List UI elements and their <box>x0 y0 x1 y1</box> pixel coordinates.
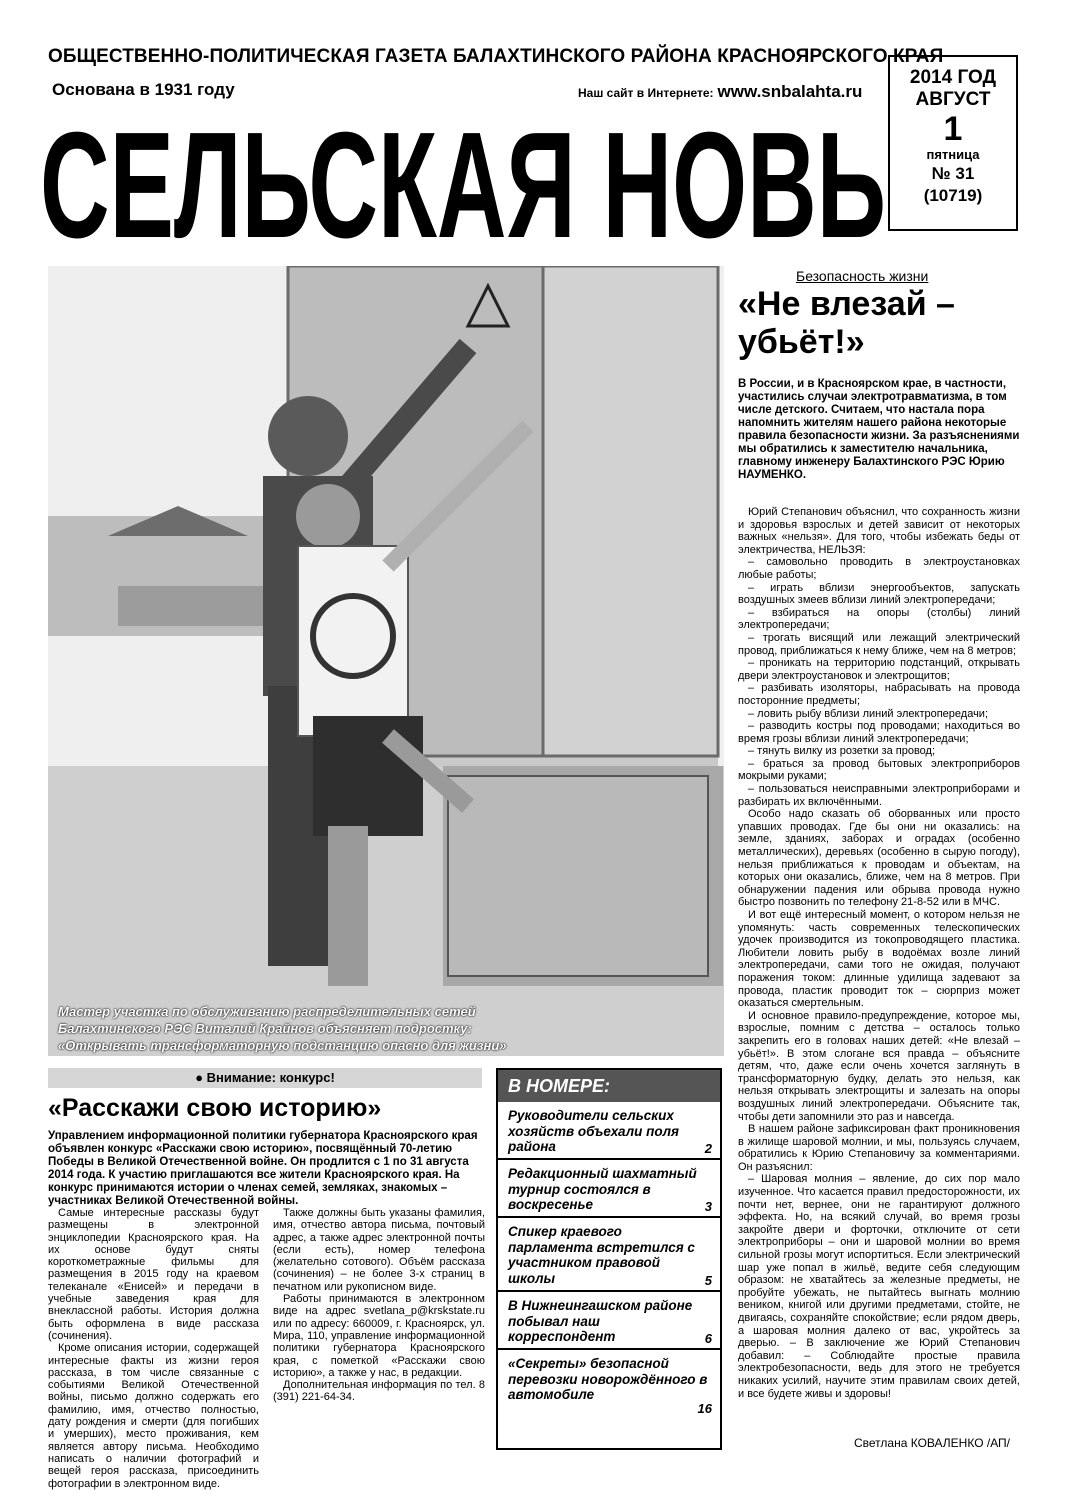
issue-month: АВГУСТ <box>915 89 991 110</box>
issue-total-number: (10719) <box>923 186 983 205</box>
article-paragraph: – взбираться на опоры (столбы) линий электропередачи; <box>738 606 1020 632</box>
toc-item-page: 16 <box>697 1400 712 1416</box>
toc-item-page: 6 <box>704 1330 712 1346</box>
in-this-issue-box <box>496 1068 722 1450</box>
toc-item[interactable] <box>498 1292 720 1350</box>
issue-number: № 31 <box>931 164 975 183</box>
article-paragraph: Юрий Степанович объяснил, что сохранность жизни и здоровья взрослых и детей зависит от некоторых важных «нельзя». Для того, чтобы избежать беды от электричества, НЕЛЬЗЯ: <box>738 506 1020 556</box>
article-paragraph: И основное правило-предупреждение, которое мы, взрослые, помним с детства – осталось только закрепить его в головах наших детей: «Не влезай – убьёт!». В этом слогане вся правда – объясните детям, что, даже если очень хочется заглянуть в трансформаторную будку, делать это нельзя, как нельзя открывать электрощиты и залезать на опоры воздушных линий электропередачи. Объясните так, чтобы дети запомнили это раз и навсегда. <box>738 1009 1020 1123</box>
article-paragraph: – играть вблизи энергообъектов, запускать воздушных змеев вблизи линий электропередачи; <box>738 581 1020 607</box>
photo-illustration <box>48 266 724 1056</box>
toc-item-page: 3 <box>704 1198 712 1214</box>
website-link[interactable]: www.snbalahta.ru <box>717 82 863 101</box>
article-paragraph: – разбивать изоляторы, набрасывать на провода посторонние предметы; <box>738 682 1020 707</box>
main-photo <box>48 266 724 1056</box>
article-body <box>738 506 1020 1400</box>
toc-item-text: В Нижнеингашском районе побывал наш корреспондент <box>508 1298 693 1344</box>
contest-column-1 <box>48 1207 259 1490</box>
article-paragraph: – самовольно проводить в электроустановках любые работы; <box>738 556 1020 581</box>
contest-paragraph: Дополнительная информация по тел. 8 (391) 221-64-34. <box>273 1379 485 1404</box>
website-label: Наш сайт в Интернете: <box>578 86 714 100</box>
issue-date-box <box>888 55 1018 231</box>
article-paragraph: В нашем районе зафиксирован факт проникновения в жилище шаровой молнии, и мы, пользуясь случаем, обратились к Юрию Степановичу за комментариями. Он разъяснил: <box>738 1123 1020 1173</box>
toc-item-page: 5 <box>704 1272 712 1288</box>
photo-caption: Мастер участка по обслуживанию распределительных сетей Балахтинского РЭС Виталий Крайнов объясняет подростку: «Открывать трансформаторную подстанцию опасно для жизни» <box>58 1004 507 1053</box>
toc-item[interactable] <box>498 1102 720 1160</box>
issue-day: 1 <box>943 110 963 148</box>
article-author: Светлана КОВАЛЕНКО /АП/ <box>854 1436 1011 1450</box>
toc-item[interactable] <box>498 1218 720 1292</box>
masthead-text: СЕЛЬСКАЯ НОВЬ <box>40 100 886 250</box>
article-paragraph: – тянуть вилку из розетки за провод; <box>748 745 936 758</box>
article-paragraph: И вот ещё интересный момент, о котором нельзя не упомянуть: часть современных телескопических удочек производится из токопроводящего пластика. Любители ловить рыбу в водоёмах возле линий электропередачи, сами того не ожидая, получают поражения током: длинные удилища задевают за провода, пластик проводит ток – сюрприз может оказаться смертельным. <box>738 909 1020 1010</box>
article-rubric: Безопасность жизни <box>796 268 929 284</box>
contest-lead: Управлением информационной политики губернатора Красноярского края объявлен конкурс «Расскажи свою историю», посвящённый 70-летию Победы в Великой Отечественной войне. Он продлится с 1 по 31 августа 2014 года. К участию приглашаются все жители Красноярского края. На конкурс принимаются истории о членах семей, земляках, знакомых – участниках Великой Отечественной войны. <box>48 1130 478 1207</box>
contest-notice-text: Внимание: конкурс! <box>206 1070 335 1085</box>
article-paragraph: – разводить костры под проводами; находиться во время грозы вблизи линий электропередачи; <box>738 720 1020 745</box>
toc-item-text: Спикер краевого парламента встретился с участником правовой школы <box>508 1224 695 1286</box>
contest-headline: «Расскажи свою историю» <box>48 1094 382 1122</box>
article-paragraph: – ловить рыбу вблизи линий электропередачи; <box>748 707 989 720</box>
article-paragraph: – пользоваться неисправными электроприборами и разбирать их включёнными. <box>738 783 1020 808</box>
masthead-title <box>38 96 888 250</box>
contest-paragraph: Также должны быть указаны фамилия, имя, отчество автора письма, почтовый адрес, а также адрес электронной почты (если есть), номер телефона (желательно сотового). Объём рассказа (сочинения) – не более 3-х страниц в печатном или рукописном виде. <box>273 1207 485 1293</box>
article-paragraph: Особо надо сказать об оборванных или просто упавших проводах. Где бы они ни оказались: на земле, зданиях, заборах и оградах (особенно металлических), деревьях (особенно в сырую погоду), нельзя приближаться к проводам и объектам, на которых они оказались, ближе, чем на 8 метров. При обнаружении падения или обрыва провода нужно быстро позвонить по телефону 21-8-52 или в МЧС. <box>738 808 1020 909</box>
newspaper-kicker: ОБЩЕСТВЕННО-ПОЛИТИЧЕСКАЯ ГАЗЕТА БАЛАХТИНСКОГО РАЙОНА КРАСНОЯРСКОГО КРАЯ <box>48 46 944 67</box>
contest-notice: ● Внимание: конкурс! <box>48 1068 482 1088</box>
toc-title: В НОМЕРЕ: <box>498 1070 720 1102</box>
contest-paragraph: Самые интересные рассказы будут размещены в электронной энциклопедии Красноярского края. На их основе будут сняты короткометражные фильмы для размещения в 2015 году на краевом телеканале «Енисей» и передачи в учебные заведения края для внеклассной работы. История должна быть оформлена в виде рассказа (сочинения). <box>48 1207 259 1342</box>
article-paragraph: – проникать на территорию подстанций, открывать двери электроустановок и электрощитов; <box>738 657 1020 682</box>
article-paragraph: – Шаровая молния – явление, до сих пор мало изученное. Что касается правил предосторожности, их почти нет, вернее, они не гарантируют должного эффекта. Но, на всякий случай, во время грозы закройте двери и форточки, отключите от сети электроприборы – они и шаровой молнии во время сильной грозы могут испортиться. Если электрический шар уже попал в жильё, ведите себя следующим образом: не хватайтесь за железные предметы, не пробуйте убежать, не пытайтесь выгнать молнию веником, книгой или другими предметами, стойте, не двигаясь, сохраняйте спокойствие; если рядом дверь, а шаровая молния далеко от вас, укройтесь за дверью. – В заключение же Юрий Степанович добавил: – Соблюдайте простые правила электробезопасности, ведь для этого не требуется никаких усилий, научите этим правилам своих детей, и все будете живы и здоровы! <box>738 1173 1020 1400</box>
contest-paragraph: Работы принимаются в электронном виде на адрес svetlana_p@krskstate.ru или по адресу: 660009, г. Красноярск, ул. Мира, 110, управление информационной политики губернатора Красноярского края, с пометкой «Расскажи свою историю», а также у нас, в редакции. <box>273 1293 485 1379</box>
toc-item[interactable] <box>498 1350 720 1418</box>
article-paragraph: – браться за провод бытовых электроприборов мокрыми руками; <box>738 757 1020 783</box>
article-lead: В России, и в Красноярском крае, в частности, участились случаи электротравматизма, в том числе детского. Считаем, что настала пора напомнить жителям нашего района некоторые правила безопасности жизни. За разъяснениями мы обратились к заместителю начальника, главному инженеру Балахтинского РЭС Юрию НАУМЕНКО. <box>738 378 1020 481</box>
issue-weekday: пятница <box>926 147 980 162</box>
article-headline: «Не влезай – убьёт!» <box>738 285 955 361</box>
toc-item[interactable] <box>498 1160 720 1218</box>
founded-year: Основана в 1931 году <box>52 80 235 99</box>
issue-year: 2014 ГОД <box>909 67 997 88</box>
toc-item-text: Редакционный шахматный турнир состоялся в воскресенье <box>508 1166 697 1212</box>
toc-item-text: «Секреты» безопасной перевозки новорождённого в автомобиле <box>508 1356 708 1402</box>
contest-column-2 <box>273 1207 485 1404</box>
toc-item-text: Руководители сельских хозяйств объехали поля района <box>508 1108 679 1154</box>
article-paragraph: – трогать висящий или лежащий электрический провод, приближаться к нему ближе, чем на 8 метров; <box>738 631 1020 657</box>
contest-paragraph: Кроме описания истории, содержащей интересные факты из жизни героя рассказа, в том числе связанные с событиями Великой Отечественной войны, письмо должно содержать его фамилию, имя, отчество полностью, дату рождения и смерти (для погибших и умерших), место проживания, кем является автору письма. Необходимо написать о наличии фотографий и вещей героя рассказа, присоединить фотографии в электронном виде. <box>48 1342 259 1490</box>
toc-item-page: 2 <box>704 1140 712 1156</box>
